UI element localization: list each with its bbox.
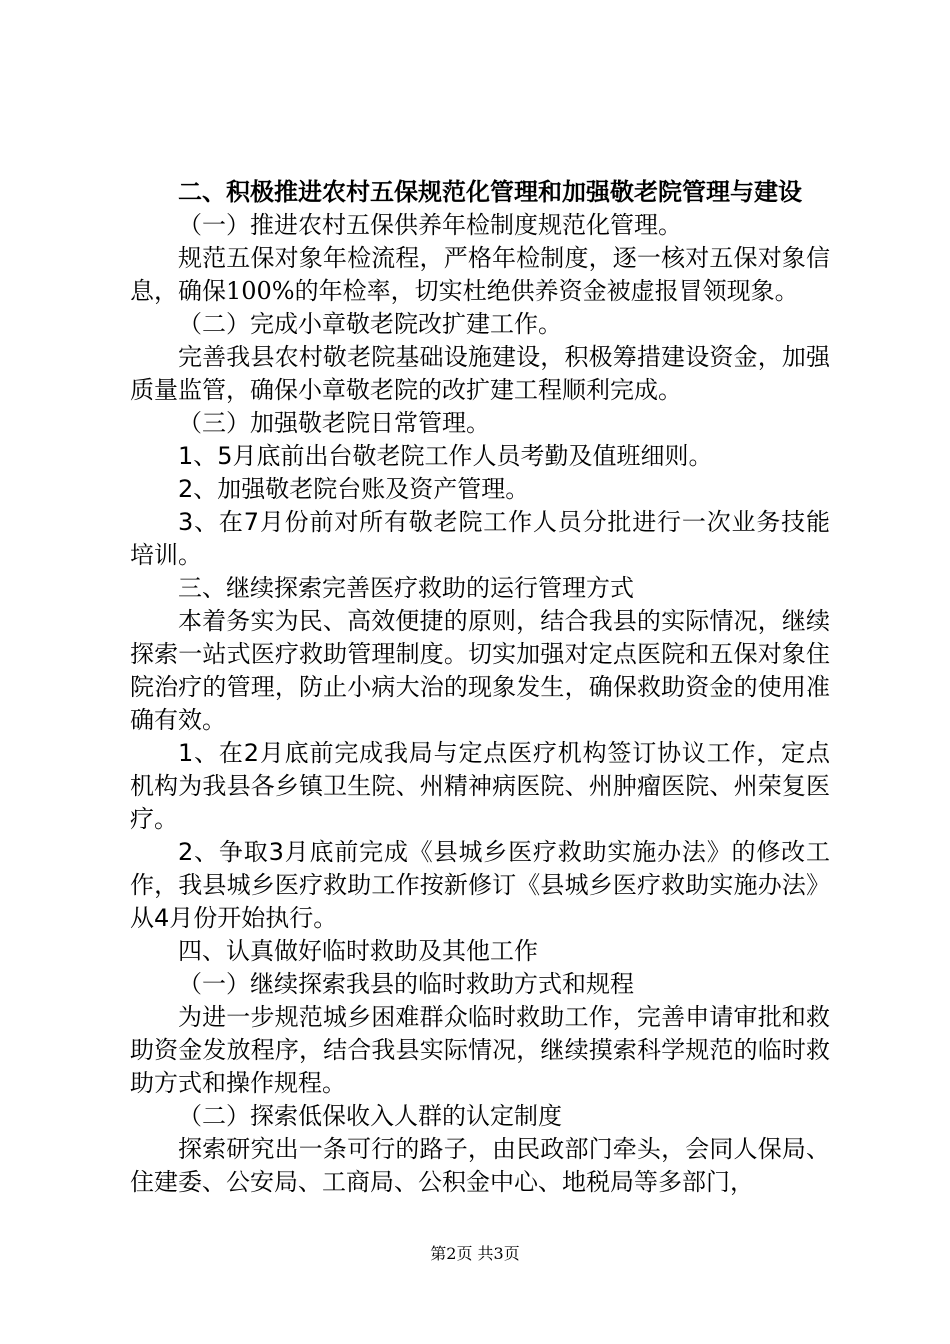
body-paragraph: 完善我县农村敬老院基础设施建设，积极筹措建设资金，加强质量监管，确保小章敬老院的改扩建工程顺利完成。	[130, 343, 830, 404]
body-paragraph: 探索研究出一条可行的路子，由民政部门牵头，会同人保局、住建委、公安局、工商局、公积金中心、地税局等多部门，	[130, 1135, 830, 1196]
subsection-heading: （二）完成小章敬老院改扩建工作。	[178, 310, 562, 338]
section-heading: 三、继续探索完善医疗救助的运行管理方式	[178, 574, 634, 602]
subsection-heading: （一）继续探索我县的临时救助方式和规程	[178, 970, 634, 998]
list-item: 2、加强敬老院台账及资产管理。	[178, 475, 530, 503]
list-item: 1、5月底前出台敬老院工作人员考勤及值班细则。	[178, 442, 713, 470]
body-paragraph: 规范五保对象年检流程，严格年检制度，逐一核对五保对象信息，确保100%的年检率，切实杜绝供养资金被虚报冒领现象。	[130, 244, 830, 305]
list-item: 1、在2月底前完成我局与定点医疗机构签订协议工作，定点机构为我县各乡镇卫生院、州精神病医院、州肿瘤医院、州荣复医疗。	[130, 739, 830, 833]
list-item: 3、在7月份前对所有敬老院工作人员分批进行一次业务技能培训。	[130, 508, 830, 569]
document-body	[130, 176, 830, 1199]
section-heading: 二、积极推进农村五保规范化管理和加强敬老院管理与建设	[178, 178, 802, 206]
page-number: 第2页 共3页	[430, 1244, 520, 1263]
subsection-heading: （一）推进农村五保供养年检制度规范化管理。	[178, 211, 682, 239]
section-heading: 四、认真做好临时救助及其他工作	[178, 937, 538, 965]
list-item: 2、争取3月底前完成《县城乡医疗救助实施办法》的修改工作，我县城乡医疗救助工作按新修订《县城乡医疗救助实施办法》从4月份开始执行。	[130, 838, 830, 932]
body-paragraph: 本着务实为民、高效便捷的原则，结合我县的实际情况，继续探索一站式医疗救助管理制度。切实加强对定点医院和五保对象住院治疗的管理，防止小病大治的现象发生，确保救助资金的使用准确有效。	[130, 607, 830, 734]
subsection-heading: （三）加强敬老院日常管理。	[178, 409, 490, 437]
body-paragraph: 为进一步规范城乡困难群众临时救助工作，完善申请审批和救助资金发放程序，结合我县实际情况，继续摸索科学规范的临时救助方式和操作规程。	[130, 1003, 830, 1097]
subsection-heading: （二）探索低保收入人群的认定制度	[178, 1102, 562, 1130]
